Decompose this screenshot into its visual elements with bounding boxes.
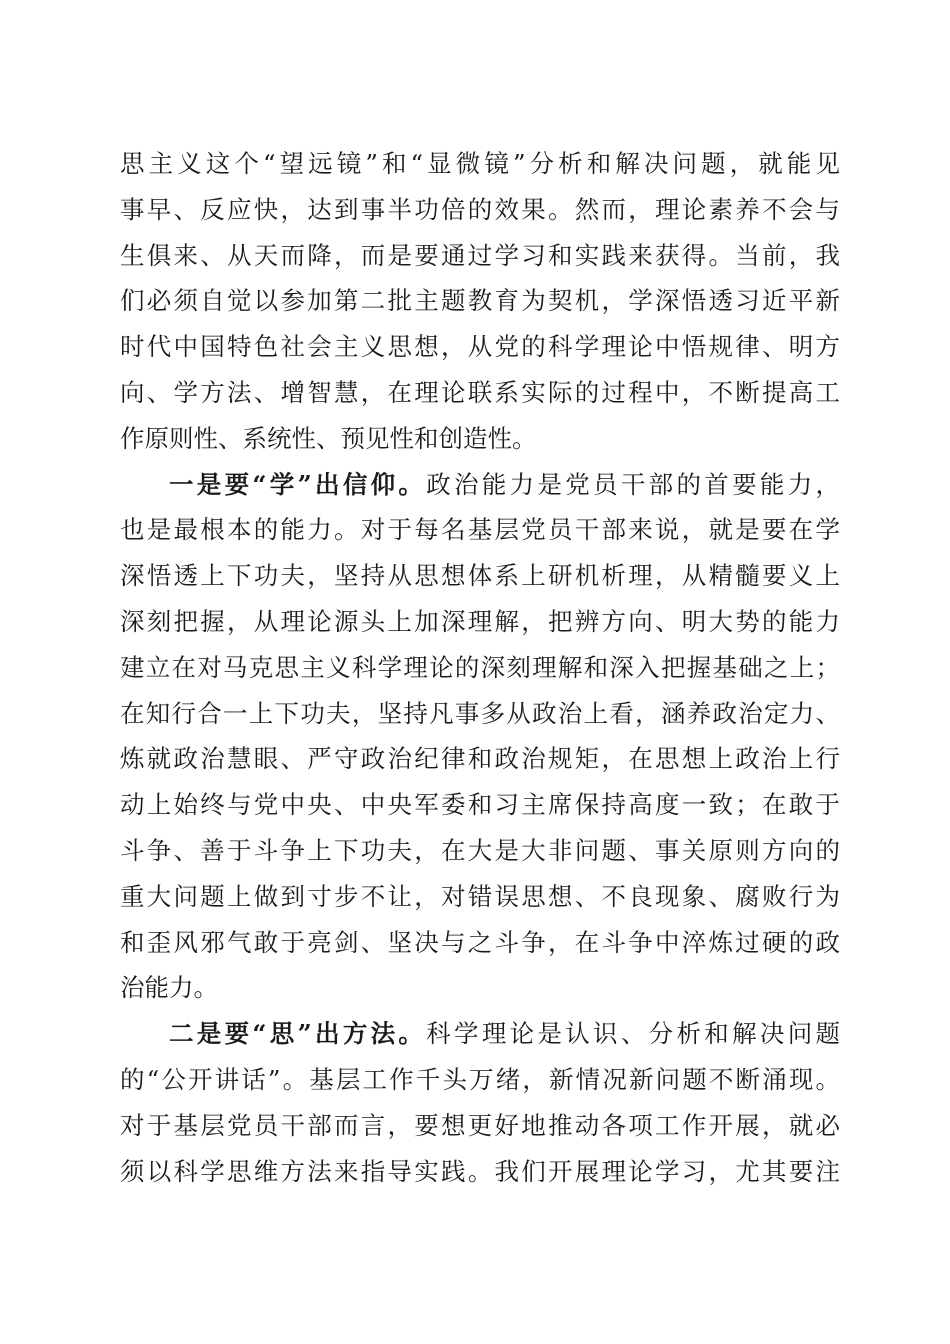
paragraph-line: 和歪风邪气敢于亮剑、坚决与之斗争，在斗争中淬炼过硬的政 <box>120 927 840 957</box>
paragraph-first-line <box>120 462 840 508</box>
paragraph-line: 建立在对马克思主义科学理论的深刻理解和深入把握基础之上； <box>120 652 840 682</box>
paragraph-line: 重大问题上做到寸步不让，对错误思想、不良现象、腐败行为 <box>120 881 840 911</box>
paragraph-line: 作原则性、系统性、预见性和创造性。 <box>120 423 537 453</box>
paragraph-line: 向、学方法、增智慧，在理论联系实际的过程中，不断提高工 <box>120 377 840 407</box>
paragraph-line: 斗争、善于斗争上下功夫，在大是大非问题、事关原则方向的 <box>120 835 840 865</box>
paragraph-3 <box>120 1011 840 1194</box>
paragraph-line: 们必须自觉以参加第二批主题教育为契机，学深悟透习近平新 <box>120 286 840 316</box>
paragraph-line: 也是最根本的能力。对于每名基层党员干部来说，就是要在学 <box>120 515 840 545</box>
paragraph-line: 治能力。 <box>120 973 218 1003</box>
document-body <box>120 141 840 1194</box>
paragraph-line: 思主义这个“望远镜”和“显微镜”分析和解决问题，就能见 <box>120 149 840 178</box>
paragraph-line: 生俱来、从天而降，而是要通过学习和实践来获得。当前，我 <box>120 240 840 270</box>
paragraph-first-line <box>120 1011 840 1057</box>
paragraph-line: 时代中国特色社会主义思想，从党的科学理论中悟规律、明方 <box>120 332 840 362</box>
paragraph-line: 在知行合一上下功夫，坚持凡事多从政治上看，涵养政治定力、 <box>120 698 840 728</box>
paragraph-line: 动上始终与党中央、中央军委和习主席保持高度一致；在敢于 <box>120 790 840 820</box>
paragraph-2 <box>120 462 840 1012</box>
paragraph-line: 深刻把握，从理论源头上加深理解，把辨方向、明大势的能力 <box>120 606 840 636</box>
paragraph-heading: 二是要“思”出方法。 <box>169 1019 427 1049</box>
paragraph-line: 须以科学思维方法来指导实践。我们开展理论学习，尤其要注 <box>120 1156 840 1186</box>
paragraph-text: 科学理论是认识、分析和解决问题 <box>426 1019 840 1049</box>
paragraph-line: 炼就政治慧眼、严守政治纪律和政治规矩，在思想上政治上行 <box>120 744 840 774</box>
paragraph-line: 的“公开讲话”。基层工作千头万绪，新情况新问题不断涌现。 <box>120 1064 840 1094</box>
paragraph-line: 对于基层党员干部而言，要想更好地推动各项工作开展，就必 <box>120 1110 840 1140</box>
paragraph-line: 深悟透上下功夫，坚持从思想体系上研机析理，从精髓要义上 <box>120 561 840 591</box>
paragraph-line: 事早、反应快，达到事半功倍的效果。然而，理论素养不会与 <box>120 194 840 224</box>
paragraph-heading: 一是要“学”出信仰。 <box>169 469 427 499</box>
paragraph-text: 政治能力是党员干部的首要能力， <box>426 469 840 499</box>
paragraph-1 <box>120 141 840 462</box>
